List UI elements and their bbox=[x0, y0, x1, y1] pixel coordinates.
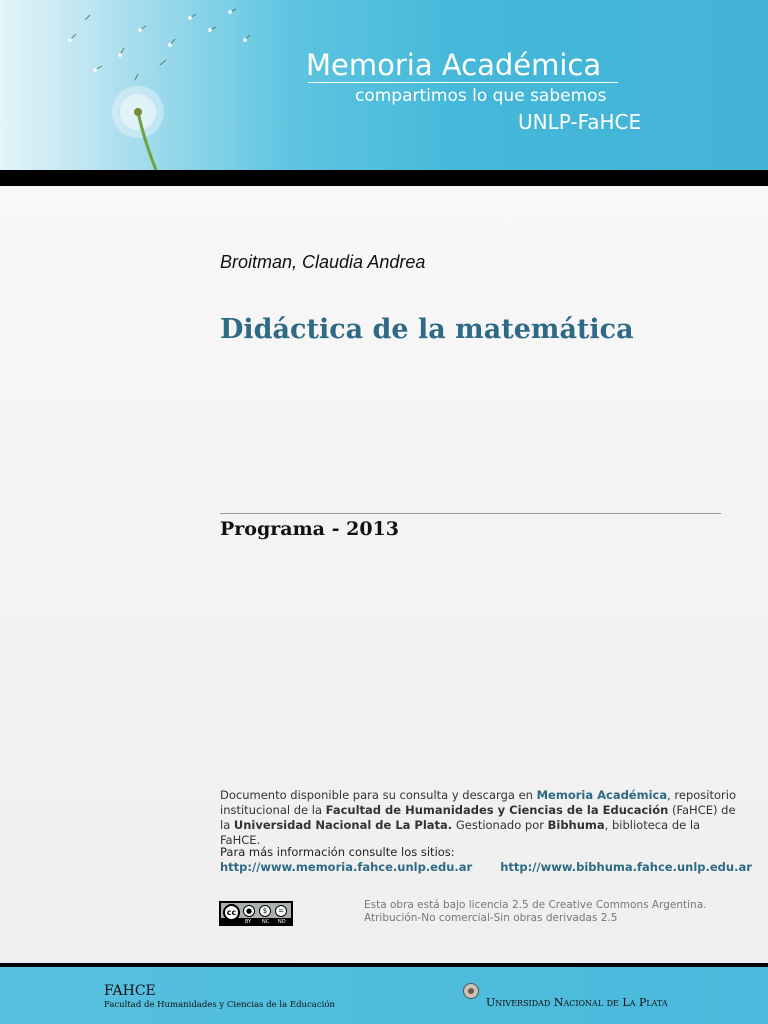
document-subtitle: Programa - 2013 bbox=[220, 518, 399, 540]
availability-notice bbox=[220, 788, 740, 848]
banner-institution: UNLP-FaHCE bbox=[518, 110, 642, 134]
notice-text: , repositorio institucional de la bbox=[220, 788, 736, 817]
document-title: Didáctica de la matemática bbox=[220, 314, 634, 345]
dandelion-icon bbox=[40, 0, 300, 170]
author: Broitman, Claudia Andrea bbox=[220, 252, 426, 272]
bibhuma-name: Bibhuma bbox=[547, 818, 605, 832]
fahce-logo-text: FAHCE bbox=[104, 983, 156, 999]
university-name: Universidad Nacional de La Plata. bbox=[233, 818, 453, 832]
header-divider bbox=[0, 170, 768, 186]
fahce-full-name: Facultad de Humanidades y Ciencias de la Educación bbox=[104, 1000, 335, 1010]
noderivatives-icon: = bbox=[275, 905, 287, 917]
memoria-link[interactable]: Memoria Académica bbox=[536, 788, 668, 802]
more-info-label: Para más información consulte los sitios: bbox=[220, 845, 455, 859]
license-text bbox=[364, 899, 706, 925]
noncommercial-icon: $ bbox=[259, 905, 271, 917]
header-banner bbox=[0, 0, 768, 170]
unlp-name: Universidad Nacional de La Plata bbox=[486, 996, 668, 1009]
notice-text: , biblioteca de la FaHCE. bbox=[220, 818, 701, 847]
banner-subtitle: compartimos lo que sabemos bbox=[355, 86, 607, 106]
footer bbox=[0, 967, 768, 1024]
notice-text: Documento disponible para su consulta y descarga en bbox=[220, 788, 537, 802]
attribution-icon: ● bbox=[243, 905, 255, 917]
cc-icon: cc bbox=[223, 904, 240, 921]
badge-label-by: BY bbox=[245, 919, 252, 925]
badge-label-nd: ND bbox=[278, 919, 286, 925]
creative-commons-badge[interactable] bbox=[219, 901, 293, 926]
notice-text: (FaHCE) de la bbox=[220, 803, 736, 832]
banner-rule bbox=[308, 82, 618, 83]
unlp-seal-icon bbox=[463, 983, 479, 999]
license-line: Esta obra está bajo licencia 2.5 de Creative Commons Argentina. bbox=[364, 899, 707, 911]
notice-text: Gestionado por bbox=[452, 818, 548, 832]
title-divider bbox=[220, 513, 721, 514]
memoria-site-link[interactable]: http://www.memoria.fahce.unlp.edu.ar bbox=[220, 860, 473, 874]
bibhuma-site-link[interactable]: http://www.bibhuma.fahce.unlp.edu.ar bbox=[500, 860, 752, 874]
faculty-name: Facultad de Humanidades y Ciencias de la Educación bbox=[325, 803, 669, 817]
site-links bbox=[220, 860, 752, 874]
banner-title: Memoria Académica bbox=[306, 48, 602, 82]
license-line: Atribución-No comercial-Sin obras derivadas 2.5 bbox=[364, 912, 618, 924]
badge-label-nc: NC bbox=[262, 919, 270, 925]
